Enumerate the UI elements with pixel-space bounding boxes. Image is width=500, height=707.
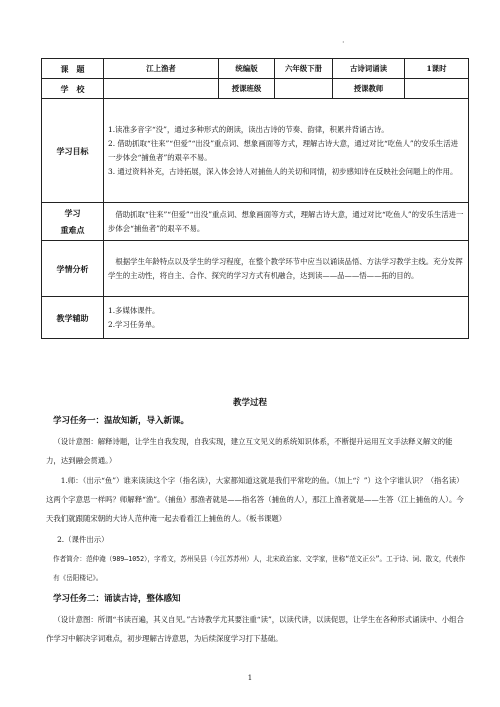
table-row-aids [42, 297, 469, 339]
school-value [104, 79, 219, 99]
class-label: 授课班级 [219, 79, 275, 99]
table-row-goals [42, 99, 469, 203]
key-points-text: 借助抓取“往来”“但爱”“出没”重点词、想象画面等方式，理解古诗大意，通过对比“吃鱼人”的安乐生活进一步体会“捕鱼者”的艰辛不易。 [108, 209, 464, 233]
topic-label: 课 题 [42, 59, 104, 79]
topic-value: 江上渔者 [104, 59, 219, 79]
aids-label: 教学辅助 [42, 297, 104, 339]
aids-content [104, 297, 469, 339]
task1-intent: （设计意图：解释诗题，让学生自我发现，自我实现，建立互文见义的系统知识体系，不断提升运用互文手法释义解文的能力，达到融会贯通。） [46, 437, 453, 465]
process-title: 教学过程 [232, 398, 267, 408]
key-points-label: 学习 重难点 [42, 203, 104, 241]
analysis-content [104, 241, 469, 297]
task1-step2: 2.（课件出示） [57, 535, 109, 544]
edition-label: 统编版 [219, 59, 275, 79]
goals-content [104, 99, 469, 203]
task1-heading: 学习任务一：温故知新，导入新课。 [53, 416, 190, 426]
goal-item: 3. 通过资料补充，古诗拓展，深入体会诗人对捕鱼人的关切和同情，初步感知诗在反映社会问题上的作用。 [108, 166, 458, 176]
teacher-value [405, 79, 469, 99]
key-points-content [104, 203, 469, 241]
lesson-type: 古诗词诵读 [333, 59, 405, 79]
goals-label: 学习目标 [42, 99, 104, 203]
teacher-label: 授课教师 [333, 79, 405, 99]
task1-step1: 1.师：（出示“鱼”）谁来读读这个字（指名读），大家都知道这就是我们平常吃的鱼。（加上“氵”）这个字谁认识？（指名读）这两个字意思一样吗？师解释“渔”。（捕鱼）那渔者就是——指名答（捕鱼的人），那江上渔者就是——生答（江上捕鱼的人）。今天我们就跟随宋朝的大诗人范仲淹一起去看看江上捕鱼的人。（板书课题） [46, 476, 464, 523]
goal-item: 1.读准多音字“没”，通过多种形式的朗读，读出古诗的节奏、韵律，积累并背诵古诗。 [108, 124, 389, 134]
table-row-key-points [42, 203, 469, 241]
school-label: 学 校 [42, 79, 104, 99]
table-row-topic [42, 59, 469, 79]
class-value [275, 79, 333, 99]
lesson-plan-table [41, 58, 469, 339]
analysis-label: 学情分析 [42, 241, 104, 297]
author-intro: 作者简介：范仲淹（989—1052），字希文，苏州吴县（今江苏苏州）人，北宋政治家、文学家，世称“范文正公”。工于诗、词、散文，代表作有《岳阳楼记》。 [53, 555, 466, 582]
aid-item: 1.多媒体课件。 [108, 305, 160, 315]
goal-item: 2. 借助抓取“往来”“但爱”“出没”重点词、想象画面等方式，理解古诗大意，通过对比“吃鱼人”的安乐生活进一步体会“捕鱼者”的艰辛不易。 [108, 138, 459, 162]
analysis-text: 根据学生年龄特点以及学生的学习程度，在整个教学环节中应当以诵读品悟、方法学习教学主线。充分发挥学生的主动性，将自主、合作、探究的学习方式有机融合，达到读——品——悟——拓的目的。 [108, 256, 463, 280]
task2-heading: 学习任务二：诵读古诗，整体感知 [53, 594, 181, 604]
grade-value: 六年级下册 [275, 59, 333, 79]
lesson-hours: 1课时 [405, 59, 469, 79]
page-number: 1 [247, 674, 253, 682]
aid-item: 2.学习任务单。 [108, 319, 160, 329]
table-row-analysis [42, 241, 469, 297]
task2-intent: （设计意图：所谓“书读百遍，其义自见。”古诗教学尤其要注重“读”，以读代讲，以读促思，让学生在各种形式诵读中、小组合作学习中解决字词难点，初步理解古诗意思，为后续深度学习打下基础。 [46, 615, 464, 643]
table-row-school [42, 79, 469, 99]
header-mark: · [342, 38, 345, 47]
